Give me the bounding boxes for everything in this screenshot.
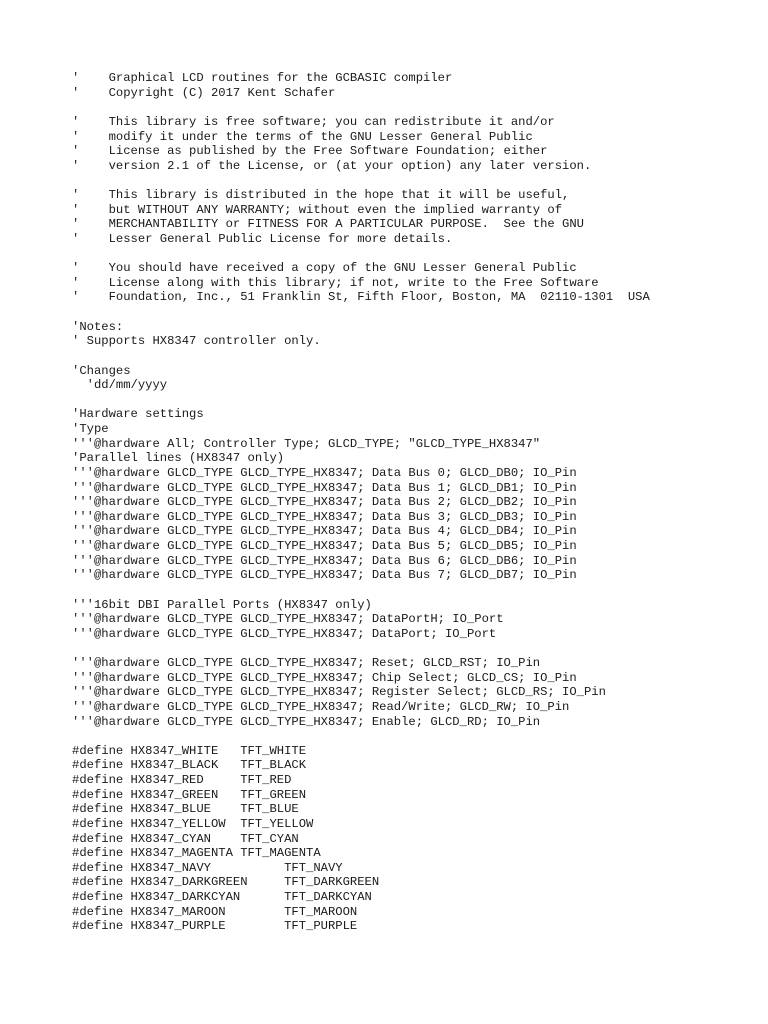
blank-line	[72, 173, 752, 188]
code-line: '''@hardware All; Controller Type; GLCD_TYPE; "GLCD_TYPE_HX8347"	[72, 436, 541, 451]
code-line: ' Copyright (C) 2017 Kent Schafer	[72, 85, 336, 100]
blank-line	[72, 393, 752, 408]
code-line: #define HX8347_BLUE TFT_BLUE	[72, 802, 299, 817]
code-line: ' License as published by the Free Software Foundation; either	[72, 144, 548, 159]
code-line: #define HX8347_YELLOW TFT_YELLOW	[72, 816, 314, 831]
code-line: '''@hardware GLCD_TYPE GLCD_TYPE_HX8347; Data Bus 6; GLCD_DB6; IO_Pin	[72, 553, 577, 568]
code-line: 'Hardware settings	[72, 407, 204, 422]
code-line: '''16bit DBI Parallel Ports (HX8347 only)	[72, 597, 372, 612]
code-line: #define HX8347_DARKGREEN TFT_DARKGREEN	[72, 875, 380, 890]
code-line: #define HX8347_RED TFT_RED	[72, 773, 292, 787]
code-line: #define HX8347_BLACK TFT_BLACK	[72, 758, 307, 773]
code-line: '''@hardware GLCD_TYPE GLCD_TYPE_HX8347; Data Bus 7; GLCD_DB7; IO_Pin	[72, 568, 577, 583]
code-line: #define HX8347_GREEN TFT_GREEN	[72, 787, 307, 802]
code-line: '''@hardware GLCD_TYPE GLCD_TYPE_HX8347; Data Bus 5; GLCD_DB5; IO_Pin	[72, 539, 577, 553]
code-line: 'Changes	[72, 363, 131, 378]
source-code-block	[72, 71, 752, 934]
code-line: #define HX8347_MAGENTA TFT_MAGENTA	[72, 846, 321, 861]
code-line: #define HX8347_NAVY TFT_NAVY	[72, 860, 343, 875]
code-line: '''@hardware GLCD_TYPE GLCD_TYPE_HX8347; Read/Write; GLCD_RW; IO_Pin	[72, 699, 570, 714]
code-line: ' but WITHOUT ANY WARRANTY; without even the implied warranty of	[72, 202, 563, 217]
code-line: ' Lesser General Public License for more details.	[72, 231, 453, 246]
blank-line	[72, 100, 752, 115]
code-line: #define HX8347_PURPLE TFT_PURPLE	[72, 919, 358, 934]
code-line: ' You should have received a copy of the GNU Lesser General Public	[72, 261, 577, 276]
code-line: 'Type	[72, 422, 109, 436]
code-line: '''@hardware GLCD_TYPE GLCD_TYPE_HX8347; Data Bus 2; GLCD_DB2; IO_Pin	[72, 495, 577, 510]
code-line: ' modify it under the terms of the GNU Lesser General Public	[72, 129, 533, 144]
code-line: '''@hardware GLCD_TYPE GLCD_TYPE_HX8347; Register Select; GLCD_RS; IO_Pin	[72, 685, 606, 700]
code-line: #define HX8347_MAROON TFT_MAROON	[72, 904, 358, 919]
code-line: '''@hardware GLCD_TYPE GLCD_TYPE_HX8347; Data Bus 1; GLCD_DB1; IO_Pin	[72, 480, 577, 495]
code-line: ' Supports HX8347 controller only.	[72, 334, 321, 349]
code-line: ' This library is distributed in the hope that it will be useful,	[72, 188, 570, 202]
code-line: '''@hardware GLCD_TYPE GLCD_TYPE_HX8347; Reset; GLCD_RST; IO_Pin	[72, 656, 541, 670]
code-line: 'dd/mm/yyyy	[72, 378, 168, 393]
code-line: ' This library is free software; you can redistribute it and/or	[72, 114, 555, 129]
blank-line	[72, 305, 752, 320]
code-line: ' Foundation, Inc., 51 Franklin St, Fifth Floor, Boston, MA 02110-1301 USA	[72, 290, 650, 305]
code-line: #define HX8347_DARKCYAN TFT_DARKCYAN	[72, 890, 372, 904]
code-line: '''@hardware GLCD_TYPE GLCD_TYPE_HX8347; Data Bus 0; GLCD_DB0; IO_Pin	[72, 465, 577, 480]
code-line: #define HX8347_WHITE TFT_WHITE	[72, 743, 307, 758]
code-line: 'Notes:	[72, 319, 124, 334]
code-line: ' Graphical LCD routines for the GCBASIC compiler	[72, 71, 453, 85]
code-line: ' License along with this library; if not, write to the Free Software	[72, 275, 599, 290]
blank-line	[72, 583, 752, 598]
code-line: '''@hardware GLCD_TYPE GLCD_TYPE_HX8347; Enable; GLCD_RD; IO_Pin	[72, 714, 541, 729]
code-line: '''@hardware GLCD_TYPE GLCD_TYPE_HX8347; Data Bus 3; GLCD_DB3; IO_Pin	[72, 509, 577, 524]
code-line: #define HX8347_CYAN TFT_CYAN	[72, 831, 299, 846]
code-line: '''@hardware GLCD_TYPE GLCD_TYPE_HX8347; DataPort; IO_Port	[72, 626, 497, 641]
blank-line	[72, 349, 752, 364]
blank-line	[72, 247, 752, 262]
code-line: ' version 2.1 of the License, or (at your option) any later version.	[72, 158, 592, 173]
code-line: ' MERCHANTABILITY or FITNESS FOR A PARTICULAR PURPOSE. See the GNU	[72, 217, 584, 232]
code-line: '''@hardware GLCD_TYPE GLCD_TYPE_HX8347; DataPortH; IO_Port	[72, 612, 504, 627]
code-line: '''@hardware GLCD_TYPE GLCD_TYPE_HX8347; Chip Select; GLCD_CS; IO_Pin	[72, 670, 577, 685]
code-line: 'Parallel lines (HX8347 only)	[72, 451, 285, 466]
blank-line	[72, 641, 752, 656]
blank-line	[72, 729, 752, 744]
code-line: '''@hardware GLCD_TYPE GLCD_TYPE_HX8347; Data Bus 4; GLCD_DB4; IO_Pin	[72, 524, 577, 539]
